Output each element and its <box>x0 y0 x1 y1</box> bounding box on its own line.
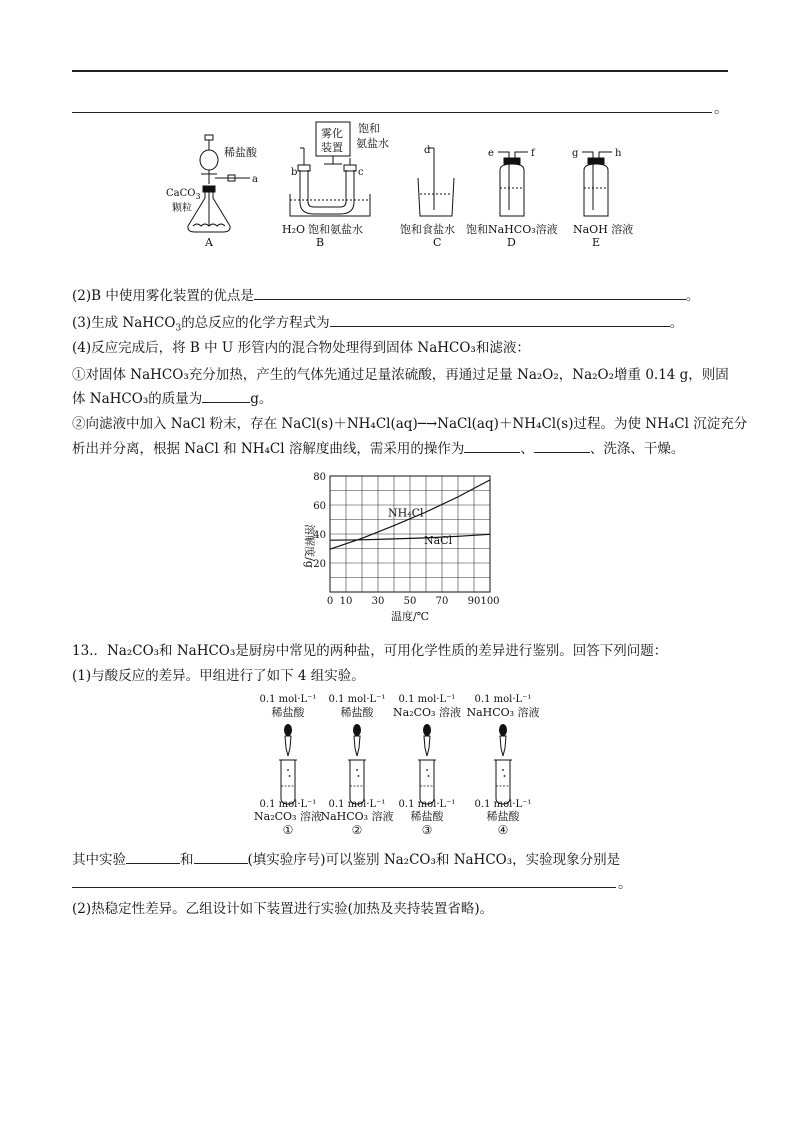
dropper-tube-icon <box>500 736 506 756</box>
apparatus-C <box>418 148 454 216</box>
A-acid-label: 稀盐酸 <box>224 146 257 159</box>
test-tube-icon <box>281 760 295 804</box>
question-2: (2)B 中使用雾化装置的优点是 。 <box>72 285 699 305</box>
x-tick-label: 50 <box>403 596 417 607</box>
tube-reagent: Na₂CO₃ 溶液 <box>254 810 322 823</box>
answer-blank[interactable] <box>330 312 670 327</box>
dropper-bulb-icon <box>499 724 507 736</box>
series-label: NH₄Cl <box>388 506 424 520</box>
question-4-2-line2: 析出并分离，根据 NaCl 和 NH₄Cl 溶解度曲线，需采用的操作为 、 、洗涤、干燥。 <box>72 438 684 458</box>
dropper-tube-icon <box>354 736 360 756</box>
question-13: 13.．Na₂CO₃和 NaHCO₃是厨房中常见的两种盐，可用化学性质的差异进行鉴别。回答下列问题： <box>72 643 668 659</box>
dropper-concentration: 0.1 mol·L⁻¹ <box>259 694 317 705</box>
dropper-tube-icon <box>424 736 430 756</box>
x-tick-label: 30 <box>371 596 385 607</box>
x-tick-label: 100 <box>480 596 500 607</box>
E-label: E <box>592 236 601 249</box>
dropper-bulb-icon <box>284 724 292 736</box>
y-tick-label: 80 <box>313 472 326 483</box>
C-caption: 饱和食盐水 <box>400 223 455 236</box>
dropper-concentration: 0.1 mol·L⁻¹ <box>474 694 532 705</box>
C-label: C <box>433 236 442 249</box>
dropper-reagent: 稀盐酸 <box>340 706 374 719</box>
tube-concentration: 0.1 mol·L⁻¹ <box>398 799 456 810</box>
test-tube-icon <box>496 760 510 804</box>
tube-experiment-3 <box>393 694 461 837</box>
answer-blank[interactable] <box>194 849 248 864</box>
A-solid-label: CaCO$_3$ <box>166 188 201 201</box>
answer-blank[interactable] <box>534 438 590 453</box>
chart-xlabel: 温度/℃ <box>390 610 430 622</box>
A-label: A <box>205 236 213 249</box>
tube-experiment-1 <box>254 694 322 837</box>
E-port-h: h <box>615 148 622 159</box>
tube-concentration: 0.1 mol·L⁻¹ <box>474 799 532 810</box>
dropper-tube-icon <box>285 736 291 756</box>
x-tick-label: 10 <box>339 596 353 607</box>
experiment-number: ④ <box>497 823 509 837</box>
D-port-f: f <box>531 148 535 159</box>
tube-reagent: 稀盐酸 <box>486 810 520 823</box>
question-3: (3)生成 NaHCO$_3$的总反应的化学方程式为 。 <box>72 312 683 338</box>
period: 。 <box>618 876 632 892</box>
dropper-concentration: 0.1 mol·L⁻¹ <box>328 694 386 705</box>
x-tick-label: 70 <box>435 596 449 607</box>
tube-experiment-4 <box>466 694 539 837</box>
apparatus-E <box>582 152 612 216</box>
A-port-label: a <box>252 174 258 185</box>
E-caption: NaOH 溶液 <box>573 223 634 236</box>
E-port-g: g <box>572 148 579 159</box>
dropper-reagent: 稀盐酸 <box>271 706 305 719</box>
y-tick-label: 40 <box>313 530 326 541</box>
B-right-label: 饱和氨盐水 <box>308 223 363 236</box>
question-4-1-line2: 体 NaHCO₃的质量为 g。 <box>72 388 272 408</box>
test-tube-icon <box>350 760 364 804</box>
series-label: NaCl <box>424 534 453 548</box>
C-port: d <box>424 145 431 156</box>
experiment-number: ③ <box>421 823 433 837</box>
tube-reagent: 稀盐酸 <box>410 810 444 823</box>
B-label: B <box>316 236 325 249</box>
page-top-rule <box>72 70 728 72</box>
B-top-label-2: 氨盐水 <box>356 137 389 150</box>
question-4: (4)反应完成后，将 B 中 U 形管内的混合物处理得到固体 NaHCO₃和滤液： <box>72 340 530 356</box>
y-tick-label: 20 <box>313 559 326 570</box>
apparatus-D <box>498 152 528 216</box>
tube-reagent: NaHCO₃ 溶液 <box>320 810 394 823</box>
question-13-2: (2)热稳定性差异。乙组设计如下装置进行实验(加热及夹持装置省略)。 <box>72 901 494 917</box>
answer-line-prev <box>72 112 712 113</box>
question-4-2-line1: ②向滤液中加入 NaCl 粉末，存在 NaCl(s)＋NH₄Cl(aq)─→NaCl(aq)＋NH₄Cl(s)过程。为使 NH₄Cl 沉淀充分 <box>72 416 748 432</box>
A-solid-label-2: 颗粒 <box>172 203 192 214</box>
B-port-b: b <box>291 167 298 178</box>
B-left-label: H₂O <box>282 223 306 236</box>
dropper-reagent: Na₂CO₃ 溶液 <box>393 706 461 719</box>
experiment-number: ② <box>351 823 363 837</box>
solubility-chart <box>0 462 800 622</box>
question-13-1: (1)与酸反应的差异。甲组进行了如下 4 组实验。 <box>72 668 365 684</box>
tube-experiment-2 <box>320 694 393 837</box>
B-port-c: c <box>358 167 364 178</box>
D-label: D <box>507 236 516 249</box>
B-top-label-1: 饱和 <box>358 122 380 135</box>
x-tick-label: 90 <box>467 596 481 607</box>
test-tube-icon <box>420 760 434 804</box>
x-tick-label: 0 <box>326 596 334 607</box>
dropper-bulb-icon <box>353 724 361 736</box>
answer-blank[interactable] <box>202 388 250 403</box>
tube-concentration: 0.1 mol·L⁻¹ <box>259 799 317 810</box>
D-port-e: e <box>488 148 494 159</box>
answer-blank[interactable] <box>126 849 180 864</box>
experiment-number: ① <box>282 823 294 837</box>
answer-blank[interactable] <box>254 285 686 300</box>
D-caption: 饱和NaHCO₃溶液 <box>466 223 558 236</box>
apparatus-figure <box>0 118 800 258</box>
question-4-1-line1: ①对固体 NaHCO₃充分加热，产生的气体先通过足量浓硫酸，再通过足量 Na₂O₂，Na₂O₂增重 0.14 g，则固 <box>72 367 729 383</box>
chart-grid <box>330 476 490 592</box>
dropper-concentration: 0.1 mol·L⁻¹ <box>398 694 456 705</box>
answer-line[interactable] <box>72 887 616 888</box>
tube-experiments-figure <box>0 688 800 848</box>
period: 。 <box>714 101 728 117</box>
chart-ylabel: 溶解度/g <box>303 524 316 568</box>
y-tick-label: 60 <box>313 501 326 512</box>
answer-blank[interactable] <box>464 438 520 453</box>
B-device-label-1: 雾化 <box>321 127 343 140</box>
tube-concentration: 0.1 mol·L⁻¹ <box>328 799 386 810</box>
dropper-bulb-icon <box>423 724 431 736</box>
dropper-reagent: NaHCO₃ 溶液 <box>466 706 540 719</box>
B-device-label-2: 装置 <box>321 141 343 154</box>
question-13-1-answer: 其中实验 和 (填实验序号)可以鉴别 Na₂CO₃和 NaHCO₃，实验现象分别是 <box>72 849 620 869</box>
